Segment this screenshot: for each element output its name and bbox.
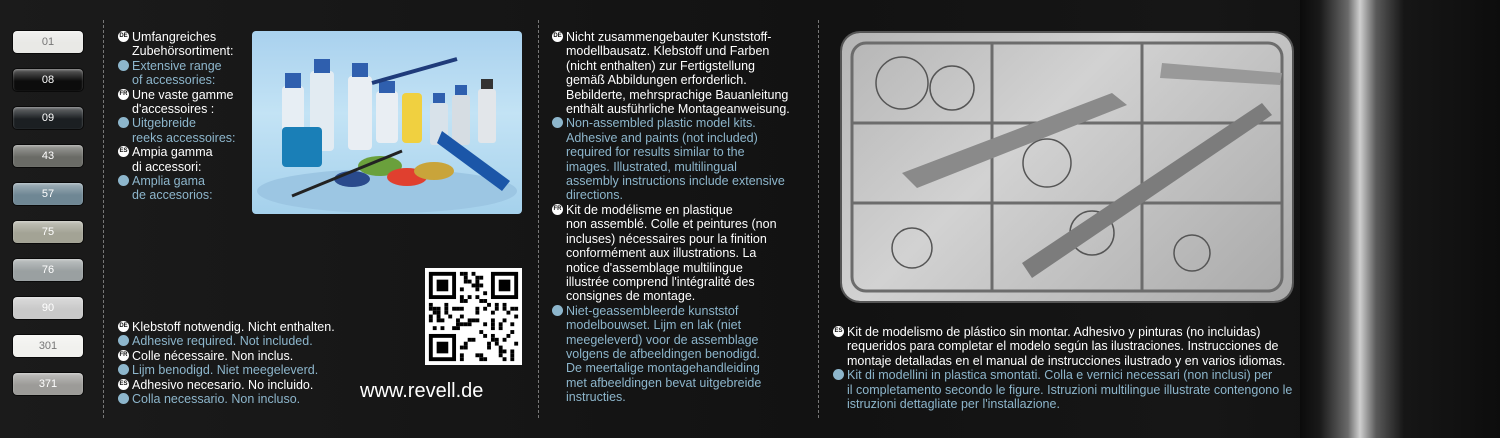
text-line: volgens de afbeeldingen benodigd. (566, 346, 760, 361)
text-line: illustrée comprend l'intégralité des (566, 274, 755, 289)
text-line: met afbeeldingen bevat uitgebreide (566, 375, 762, 390)
flag-icon-es: ES (118, 146, 129, 157)
sprue-parts-icon (842, 33, 1292, 301)
accessories-text: DE Umfangreiches Zubehörsortiment: GB Extensive range of accessories: FR Une vaste gamme d'accessoires : NL Uitgebreide reeks accessoires: ES Ampia gamma di accessori: IT Amplia gama de accesorios: (119, 30, 236, 203)
text-line: Nicht zusammengebauter Kunststoff- (566, 30, 772, 44)
divider-line (538, 20, 540, 418)
paint-swatch: 76 (13, 259, 83, 281)
paint-bottles-icon (252, 31, 522, 214)
paint-swatch: 08 (13, 69, 83, 91)
text-line: notice d'assemblage multilingue (566, 260, 743, 275)
flag-icon-gb: GB (118, 60, 129, 71)
chrome-aircraft-edge (1300, 0, 1500, 438)
paint-swatch: 90 (13, 297, 83, 319)
kit-description-text: DE Nicht zusammengebauter Kunststoff- modellbausatz. Klebstoff und Farben (nicht enthalten) zur Fertigstellung gemäß Abbildungen erforderlich. Bebilderte, mehrsprachige Bauanleitung enthält ausführliche Montageanweisung. GB Non-assembled plastic model kits. Adhesive and paints (not included) required for results similar to the images. Illustrated, multilingual assembly instructions include extensive directions. FR Kit de modélisme en plastique non assemblé. Colle et peintures (non incluses) nécessaires pour la finition conformément aux illustrations. La notice d'assemblage multilingue illustrée comprend l'intégralité des consignes de montage. NL Niet-geassembleerde kunststof modelbouwset. Lijm en lak (niet meegeleverd) voor de assemblage volgens de afbeeldingen benodigd. De meertalige montagehandleiding met afbeeldingen bevat uitgebreide instructies. (553, 30, 790, 405)
text-line: Adhesive and paints (not included) (566, 130, 758, 145)
website-link[interactable]: www.revell.de (360, 380, 484, 402)
divider-line (103, 20, 105, 418)
text-line: meegeleverd) voor de assemblage (566, 332, 759, 347)
text-line: instructies. (566, 390, 626, 405)
flag-icon-nl: NL (118, 117, 129, 128)
paint-swatch: 57 (13, 183, 83, 205)
paint-swatch: 75 (13, 221, 83, 243)
paint-swatch: 09 (13, 107, 83, 129)
text-line: istruzioni dettagliate per l'installazione. (847, 397, 1060, 412)
text-line: montaje detalladas en el manual de instrucciones ilustrado y en varios idiomas. (847, 353, 1286, 368)
paint-swatch: 01 (13, 31, 83, 53)
text-line: Non-assembled plastic model kits. (566, 116, 756, 131)
kit-description-es-it: ES Kit de modelismo de plástico sin montar. Adhesivo y pinturas (no incluidas) requeridos para completar el modelo según las ilustraciones. Instrucciones de montaje detalladas en el manual de instrucciones ilustrado y en varios idiomas. IT Kit di modellini in plastica smontati. Colla e vernici necessari (non inclusi) per il completamento secondo le figure. Istruzioni multilingue illustrate contengono le istruzioni dettagliate per l'installazione. (834, 325, 1293, 412)
flag-icon-it: IT (118, 175, 129, 186)
text-line: (nicht enthalten) zur Fertigstellung (566, 58, 755, 73)
text-line: modellbausatz. Klebstoff und Farben (566, 44, 770, 59)
qr-code-graphic (425, 268, 522, 365)
paint-swatch: 43 (13, 145, 83, 167)
text-line: De meertalige montagehandleiding (566, 361, 760, 376)
paint-swatch: 371 (13, 373, 83, 395)
flag-icon-fr: FR (118, 89, 129, 100)
text-line: modelbouwset. Lijm en lak (niet (566, 318, 742, 333)
text-line: il completamento secondo le figure. Istruzioni multilingue illustrate contengono le (847, 382, 1293, 397)
text-line: non assemblé. Colle et peintures (non (566, 217, 777, 232)
paint-swatch: 301 (13, 335, 83, 357)
text-line: requeridos para completar el modelo según las ilustraciones. Instrucciones de (847, 339, 1279, 354)
text-line: gemäß Abbildungen erforderlich. (566, 73, 747, 88)
glue-notice: DE Klebstoff notwendig. Nicht enthalten. GB Adhesive required. Not included. FR Colle nécessaire. Non inclus. NL Lijm benodigd. Niet meegeleverd. ES Adhesivo necesario. No incluido. IT Colla necessario. Non incluso. (119, 320, 335, 407)
text-line: images. Illustrated, multilingual (566, 159, 737, 174)
text-line: consignes de montage. (566, 289, 696, 304)
text-line: Kit de modélisme en plastique (566, 202, 733, 217)
qr-code-icon[interactable] (425, 268, 522, 365)
text-line: assembly instructions include extensive (566, 174, 785, 189)
text-line: directions. (566, 188, 623, 203)
text-line: Kit di modellini in plastica smontati. Colla e vernici necessari (non inclusi) per (847, 368, 1273, 383)
model-parts-photo (842, 33, 1292, 301)
text-line: enthält ausführliche Montageanweisung. (566, 102, 790, 117)
text-line: incluses) nécessaires pour la finition (566, 231, 767, 246)
text-line: Bebilderte, mehrsprachige Bauanleitung (566, 87, 789, 102)
accessories-photo (252, 31, 522, 214)
text-line: required for results similar to the (566, 145, 745, 160)
divider-line (818, 20, 820, 418)
text-line: Niet-geassembleerde kunststof (566, 303, 739, 318)
text-line: Kit de modelismo de plástico sin montar. Adhesivo y pinturas (no incluidas) (847, 325, 1261, 339)
flag-icon-de: DE (118, 31, 129, 42)
text-line: conformément aux illustrations. La (566, 246, 757, 261)
